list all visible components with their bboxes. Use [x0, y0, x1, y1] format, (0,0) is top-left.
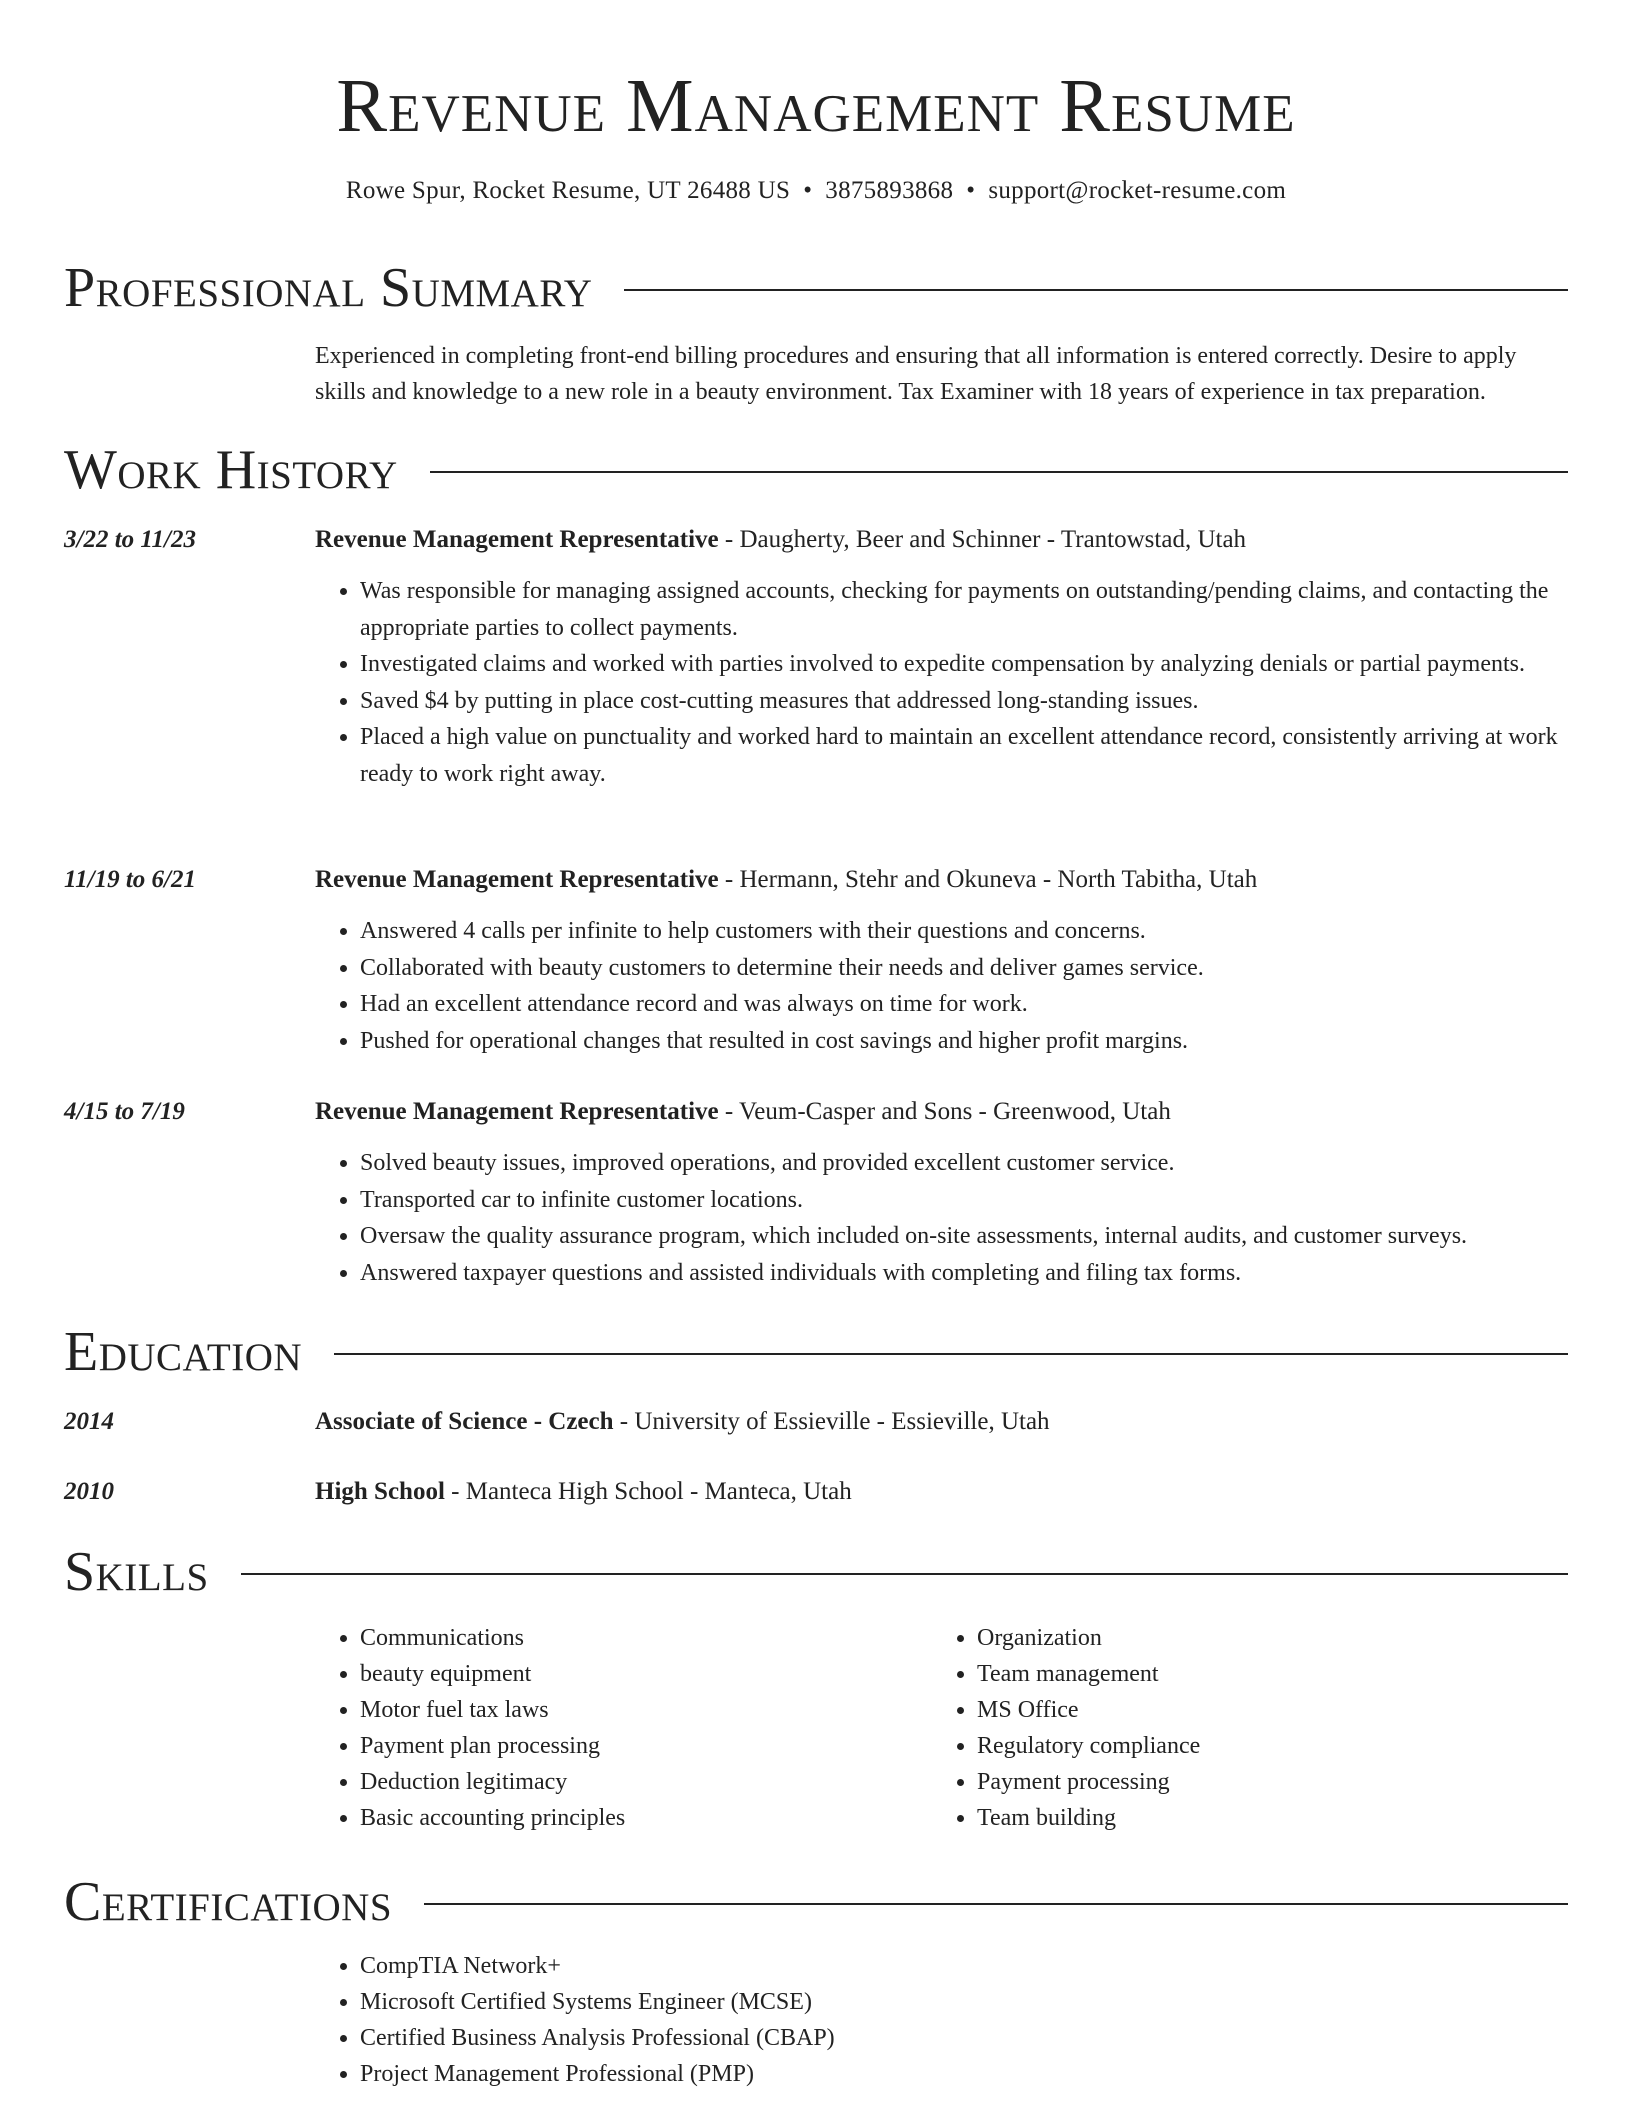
job-heading [315, 522, 1570, 558]
education-details: - University of Essieville - Essieville, Utah [613, 1408, 1050, 1435]
contact-email: support@rocket-resume.com [988, 177, 1287, 204]
section-heading: Certifications [64, 1871, 393, 1933]
skill-item: • Organization [977, 1620, 1532, 1656]
job-details: - Hermann, Stehr and Okuneva - North Tabitha, Utah [718, 866, 1258, 893]
job-dates: 11/19 to 6/21 [64, 866, 196, 893]
skill-item: • Motor fuel tax laws [360, 1692, 915, 1728]
job-title: Revenue Management Representative [315, 866, 719, 893]
certification-item: • Certified Business Analysis Professional (CBAP) [360, 2020, 1215, 2056]
list-item: • Investigated claims and worked with parties involved to expedite compensation by analyzing denials or partial payments. [360, 646, 1570, 683]
job-bullets [315, 1145, 1570, 1291]
certification-item: • Project Management Professional (PMP) [360, 2056, 1215, 2092]
job-bullets [315, 913, 1570, 1059]
education-degree: Associate of Science - Czech [315, 1408, 614, 1435]
job-heading [315, 1094, 1570, 1130]
section-certifications [64, 1870, 1568, 1934]
job-details: - Daugherty, Beer and Schinner - Trantowstad, Utah [718, 526, 1247, 553]
contact-line [0, 174, 1632, 208]
list-item: • Had an excellent attendance record and was always on time for work. [360, 986, 1570, 1023]
contact-address: Rowe Spur, Rocket Resume, UT 26488 US [345, 177, 791, 204]
job-dates: 4/15 to 7/19 [64, 1098, 185, 1125]
education-heading [315, 1404, 1570, 1440]
list-item: • Placed a high value on punctuality and worked hard to maintain an excellent attendance record, consistently arriving at work ready to work right away. [360, 719, 1570, 792]
list-item: • Solved beauty issues, improved operations, and provided excellent customer service. [360, 1145, 1570, 1182]
job-title: Revenue Management Representative [315, 1098, 719, 1125]
skill-item: • MS Office [977, 1692, 1532, 1728]
job-bullets [315, 573, 1570, 792]
skill-item: • Regulatory compliance [977, 1728, 1532, 1764]
skill-item: • Payment plan processing [360, 1728, 915, 1764]
skill-item: • Communications [360, 1620, 915, 1656]
education-details: - Manteca High School - Manteca, Utah [444, 1478, 852, 1505]
job-details: - Veum-Casper and Sons - Greenwood, Utah [718, 1098, 1171, 1125]
list-item: • Oversaw the quality assurance program, which included on-site assessments, internal audits, and customer surveys. [360, 1218, 1570, 1255]
section-divider [241, 1573, 1568, 1575]
skill-item: • Team management [977, 1656, 1532, 1692]
skill-item: • Deduction legitimacy [360, 1764, 915, 1800]
section-professional-summary [64, 256, 1568, 320]
section-heading: Skills [64, 1541, 209, 1603]
list-item: • Transported car to infinite customer locations. [360, 1182, 1570, 1219]
certification-item: • Microsoft Certified Systems Engineer (MCSE) [360, 1984, 1215, 2020]
section-divider [334, 1353, 1568, 1355]
summary-text: Experienced in completing front-end billing procedures and ensuring that all information is entered correctly. Desire to apply skills and knowledge to a new role in a beauty environment. Tax Examiner with 18 years of experience in tax preparation. [315, 343, 1517, 405]
education-heading [315, 1474, 1570, 1510]
contact-separator: • [803, 177, 813, 204]
section-heading: Professional Summary [64, 257, 593, 319]
skill-item: • Payment processing [977, 1764, 1532, 1800]
education-year: 2014 [64, 1408, 114, 1435]
job-dates: 3/22 to 11/23 [64, 526, 196, 553]
section-divider [424, 1903, 1568, 1905]
job-heading [315, 862, 1570, 898]
list-item: • Collaborated with beauty customers to determine their needs and deliver games service. [360, 950, 1570, 987]
education-year: 2010 [64, 1478, 114, 1505]
section-heading: Work History [64, 439, 398, 501]
certifications-list [315, 1948, 1215, 2092]
section-divider [624, 289, 1568, 291]
section-skills [64, 1540, 1568, 1604]
section-divider [430, 471, 1568, 473]
list-item: • Answered taxpayer questions and assisted individuals with completing and filing tax forms. [360, 1255, 1570, 1292]
section-work-history [64, 438, 1568, 502]
education-degree: High School [315, 1478, 445, 1505]
section-heading: Education [64, 1321, 303, 1383]
skills-list-left [315, 1620, 915, 1836]
skill-item: • beauty equipment [360, 1656, 915, 1692]
contact-phone: 3875893868 [825, 177, 954, 204]
skill-item: • Team building [977, 1800, 1532, 1836]
resume-title: Revenue Management Resume [336, 64, 1296, 148]
skill-item: • Basic accounting principles [360, 1800, 915, 1836]
list-item: • Answered 4 calls per infinite to help customers with their questions and concerns. [360, 913, 1570, 950]
list-item: • Was responsible for managing assigned accounts, checking for payments on outstanding/pending claims, and contacting the appropriate parties to collect payments. [360, 573, 1570, 646]
certification-item: • CompTIA Network+ [360, 1948, 1215, 1984]
skills-list-right [932, 1620, 1532, 1836]
section-education [64, 1320, 1568, 1384]
contact-separator: • [966, 177, 976, 204]
list-item: • Saved $4 by putting in place cost-cutting measures that addressed long-standing issues. [360, 683, 1570, 720]
list-item: • Pushed for operational changes that resulted in cost savings and higher profit margins. [360, 1023, 1570, 1060]
job-title: Revenue Management Representative [315, 526, 719, 553]
